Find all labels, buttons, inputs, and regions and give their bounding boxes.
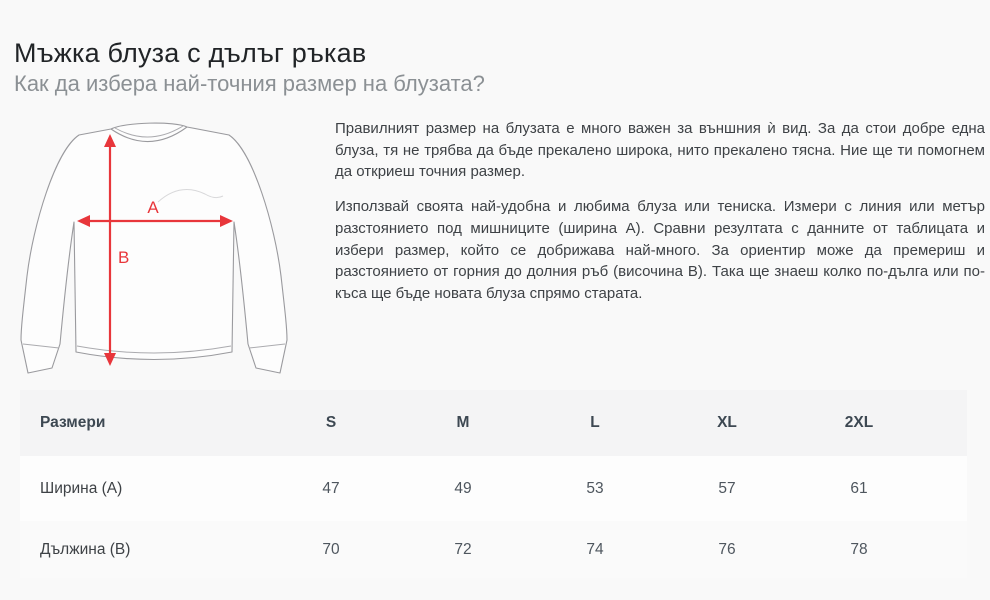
length-value-l: 74	[586, 540, 604, 558]
column-header-xl: XL	[717, 414, 737, 431]
length-value-s: 70	[322, 540, 340, 558]
intro-paragraph-2: Използвай своята най-удобна и любима блуза или тениска. Измери с линия или метър разстоянието под мишниците (ширина A). Сравни резултата с данните от таблицата и избери размер, който се добрижава най-много. За ориентир може да премериш и разстоянието от горния до долния ръб (височина B). Така ще знаеш колко по-дълга или по-къса ще бъде новата блуза спрямо старата.	[335, 198, 985, 302]
size-table	[20, 390, 967, 578]
length-value-xl: 76	[718, 540, 736, 558]
size-table-header-row	[20, 390, 967, 456]
page-title: Мъжка блуза с дълъг ръкав	[14, 38, 367, 69]
width-value-m: 49	[454, 479, 472, 497]
intro-paragraph-1: Правилният размер на блузата е много важен за външния ѝ вид. За да стои добре една блуза, тя не трябва да бъде прекалено широка, нито прекалено тясна. Ние ще ти помогнем да откриеш точния размер.	[335, 120, 985, 181]
table-row-width	[20, 456, 967, 521]
length-value-m: 72	[454, 540, 472, 558]
column-header-s: S	[325, 414, 337, 431]
column-header-sizes: Размери	[40, 414, 106, 431]
row-label-length: Дължина (B)	[40, 540, 131, 558]
column-header-2xl: 2XL	[844, 414, 874, 431]
length-arrow-label: B	[118, 248, 130, 267]
shirt-outline	[21, 123, 287, 373]
width-arrow-label: A	[147, 198, 159, 217]
width-value-2xl: 61	[850, 479, 868, 497]
width-value-s: 47	[322, 479, 340, 497]
column-header-l: L	[590, 414, 600, 431]
length-value-2xl: 78	[850, 540, 868, 558]
shirt-illustration	[15, 106, 315, 384]
page-subtitle: Как да избера най-точния размер на блузата?	[14, 71, 485, 96]
table-row-length	[20, 521, 967, 578]
width-value-xl: 57	[718, 479, 736, 497]
shirt-measurement-diagram	[15, 106, 315, 384]
row-label-width: Ширина (A)	[40, 479, 123, 497]
column-header-m: M	[456, 414, 470, 431]
intro-text	[335, 118, 985, 305]
width-value-l: 53	[586, 479, 604, 497]
